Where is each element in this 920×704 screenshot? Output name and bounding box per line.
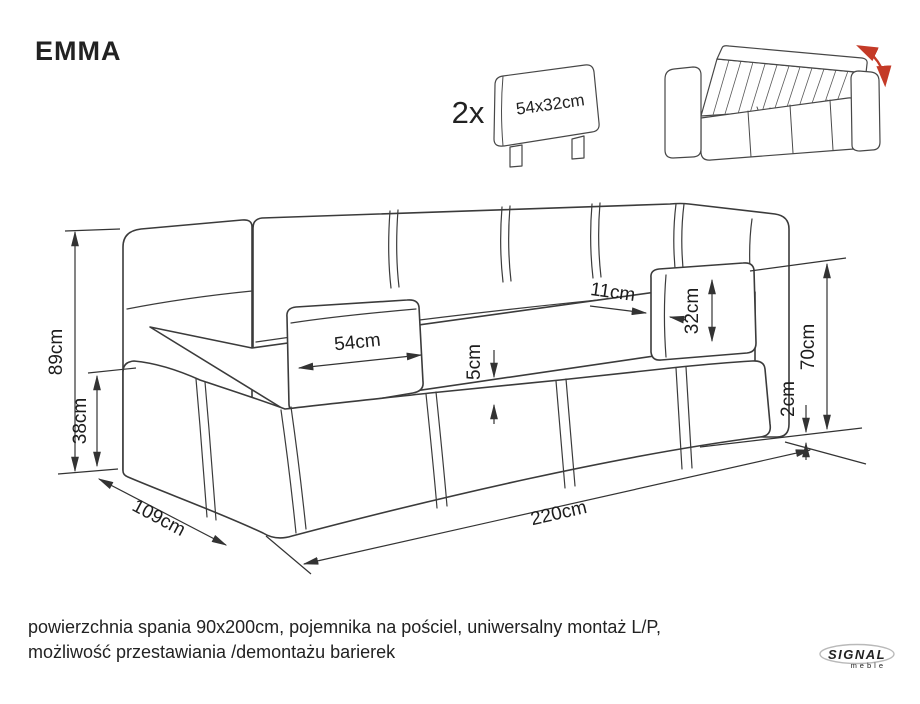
logo-brand-text: SIGNAL [827,647,887,662]
page-title: EMMA [35,36,122,66]
headrest-quantity-label: 2x [451,95,485,130]
dim-label-32: 32cm [682,287,703,335]
headrest-icon [452,65,599,167]
footer-line-2: możliwość przestawiania /demontażu barierek [28,642,396,662]
dim-label-38: 38cm [70,397,91,445]
storage-left-wall [665,67,701,158]
storage-right-post [851,71,880,151]
footer-line-1: powierzchnia spania 90x200cm, pojemnika na pościel, uniwersalny montaż L/P, [28,617,662,637]
dim-label-5: 5cm [464,344,485,380]
side-pillow-32 [651,263,756,360]
footer-description [28,617,661,662]
headrest-leg-left [510,145,522,167]
sofa-technical-drawing [123,203,789,541]
dim-label-2: 2cm [778,381,799,417]
brand-logo [820,645,894,671]
headrest-size-label: 54x32cm [514,90,586,119]
sofa-base [123,361,770,541]
dim-label-54: 54cm [333,329,382,356]
dim-label-11: 11cm [588,279,637,307]
dim-label-109: 109cm [128,495,189,541]
dim-label-89: 89cm [46,328,67,376]
storage-function-icon [665,46,885,160]
dim-label-220: 220cm [528,496,589,531]
logo-subtitle-text: meble [850,661,886,670]
product-title [35,36,122,66]
dim-label-70: 70cm [798,323,819,371]
headrest-leg-right [572,136,584,159]
